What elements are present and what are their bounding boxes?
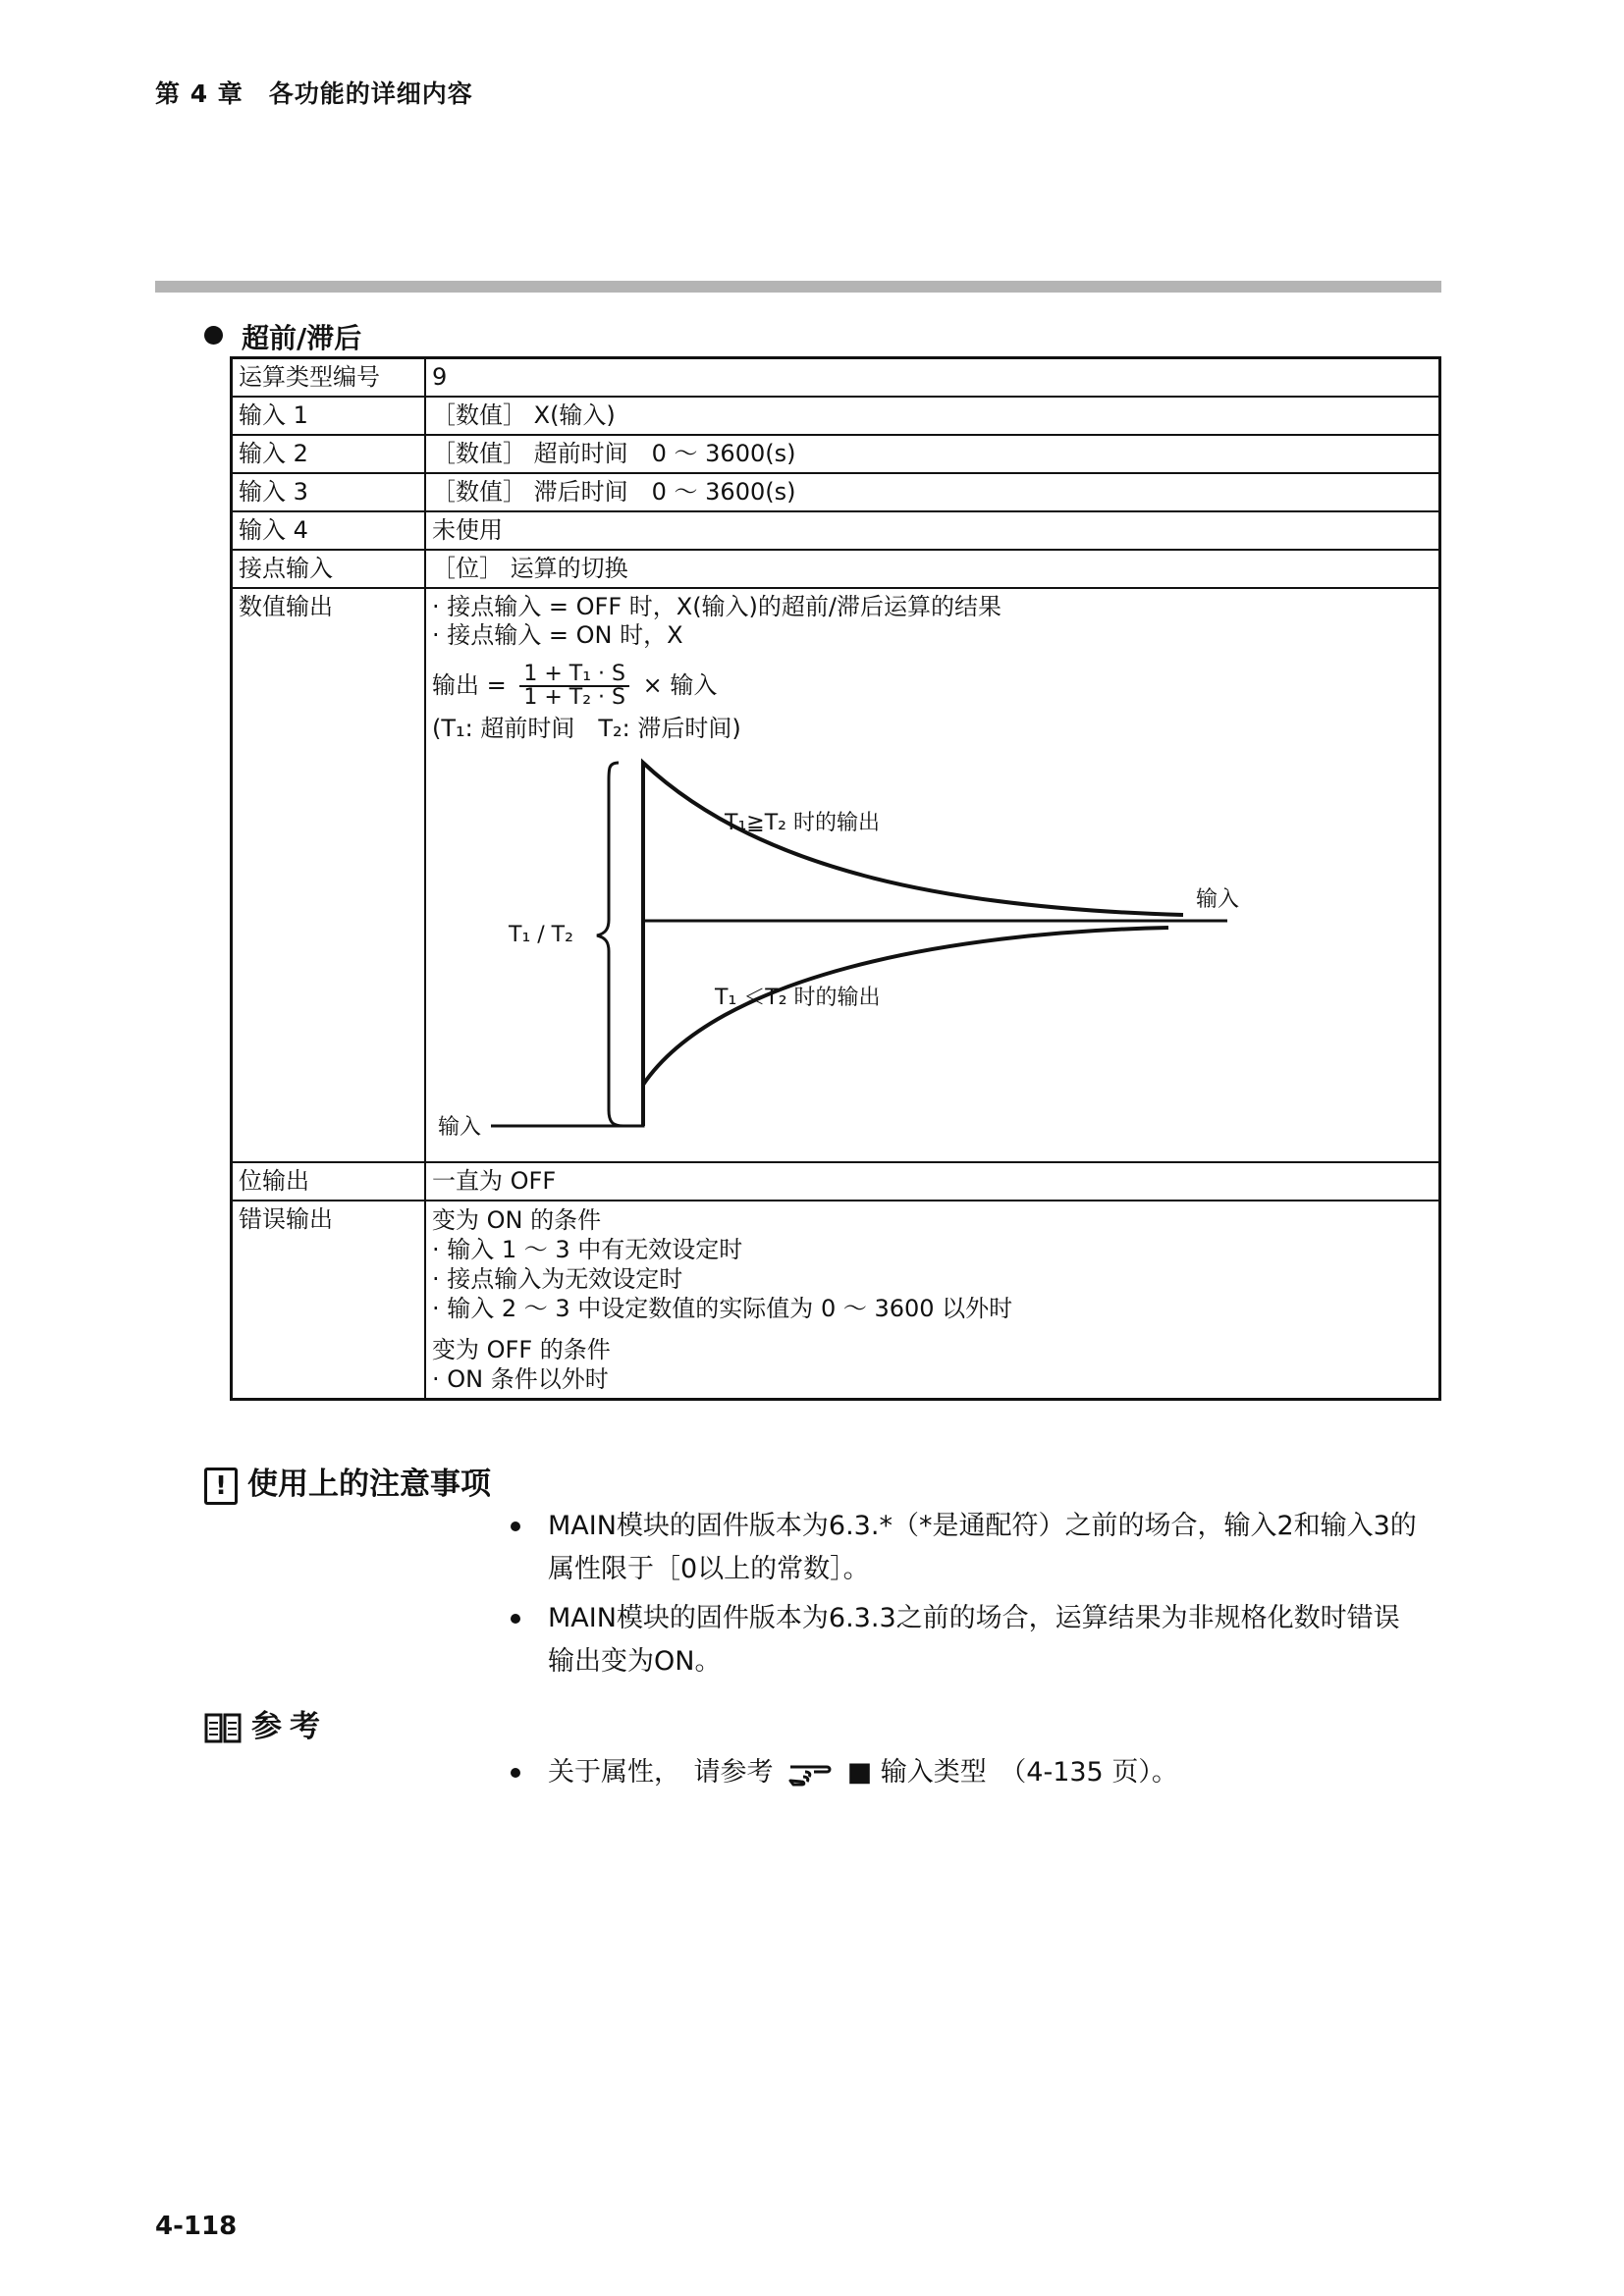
table-row-error-output: [232, 1201, 1440, 1400]
reference-heading: 参考: [204, 1701, 328, 1745]
condition-item: · 接点输入为无效设定时: [432, 1265, 683, 1293]
bullet-icon: [511, 1522, 520, 1531]
table-row-numeric-output: [232, 588, 1440, 1162]
formula: 输出 = $\frac{\text{1 + T₁ · S}}{\text{1 + T₂ · S}}$ × 输入: [432, 662, 718, 710]
table-row: [232, 550, 1440, 588]
upper-curve-label: T₁≧T₂ 时的输出: [725, 811, 880, 835]
row-key: 输入 3: [232, 473, 426, 511]
lag-output-curve: [643, 928, 1168, 1126]
condition-item: · ON 条件以外时: [432, 1365, 609, 1393]
row-value: ［数值］ 超前时间 0 ～ 3600(s): [425, 435, 1440, 473]
lower-curve-label: T₁ ＜T₂ 时的输出: [715, 986, 881, 1010]
row-key: 接点输入: [232, 550, 426, 588]
row-value: 一直为 OFF: [425, 1162, 1440, 1201]
notes-heading: ! 使用上的注意事项: [204, 1459, 491, 1505]
table-row: [232, 473, 1440, 511]
condition-item: · 输入 1 ～ 3 中有无效设定时: [432, 1236, 743, 1263]
row-key: 输入 2: [232, 435, 426, 473]
table-row: [232, 358, 1440, 398]
row-value: [425, 1201, 1440, 1400]
spec-table: [230, 356, 1441, 1401]
table-row: [232, 1162, 1440, 1201]
input-right-label: 输入: [1196, 887, 1240, 912]
condition-title: 变为 ON 的条件: [432, 1206, 602, 1234]
row-value: ［数值］ 滞后时间 0 ～ 3600(s): [425, 473, 1440, 511]
bullet-icon: [511, 1768, 520, 1778]
row-value: 未使用: [425, 511, 1440, 550]
row-key: 位输出: [232, 1162, 426, 1201]
warning-icon: !: [204, 1468, 238, 1505]
row-value: ［位］ 运算的切换: [425, 550, 1440, 588]
table-row: [232, 397, 1440, 435]
reference-link[interactable]: ■ 输入类型 （4-135 页）。: [846, 1757, 1178, 1788]
condition-title: 变为 OFF 的条件: [432, 1336, 611, 1363]
note-item: MAIN模块的固件版本为6.3.3之前的场合，运算结果为非规格化数时错误 输出变为ON。: [511, 1597, 1453, 1683]
row-key: 输入 1: [232, 397, 426, 435]
input-left-label: 输入: [438, 1115, 482, 1140]
table-row: [232, 511, 1440, 550]
table-row: [232, 435, 1440, 473]
row-key: 运算类型编号: [232, 358, 426, 398]
row-value: [425, 588, 1440, 1162]
bullet-icon: [511, 1614, 520, 1624]
ratio-brace: [597, 763, 623, 1126]
book-icon: [204, 1712, 242, 1745]
reference-item: 关于属性， 请参考 ■ 输入类型 （4-135 页）。: [511, 1751, 1453, 1794]
chapter-header: 第 4 章 各功能的详细内容: [155, 80, 473, 108]
output-desc-line: · 接点输入 = OFF 时，X(输入)的超前/滞后运算的结果: [432, 593, 1002, 620]
section-divider: [155, 281, 1441, 293]
ratio-label: T₁ / T₂: [509, 923, 573, 947]
section-title: 超前/滞后: [242, 322, 362, 354]
row-value: ［数值］ X(输入): [425, 397, 1440, 435]
condition-item: · 输入 2 ～ 3 中设定数值的实际值为 0 ～ 3600 以外时: [432, 1295, 1013, 1322]
formula-legend: (T₁: 超前时间 T₂: 滞后时间): [432, 715, 741, 742]
row-key: 数值输出: [232, 588, 426, 1162]
response-graph: [432, 751, 1276, 1144]
pointing-hand-icon: [787, 1761, 833, 1787]
row-key: 错误输出: [232, 1201, 426, 1400]
row-value: 9: [425, 358, 1440, 398]
page-number: 4-118: [155, 2212, 238, 2241]
row-key: 输入 4: [232, 511, 426, 550]
formula-fraction: $\frac{\text{1 + T₁ · S}}{\text{1 + T₂ · S}}$: [519, 664, 629, 709]
input-step-line: [491, 921, 1227, 1126]
note-item: MAIN模块的固件版本为6.3.*（*是通配符）之前的场合，输入2和输入3的 属性限于［0以上的常数］。: [511, 1505, 1453, 1591]
output-desc-line: · 接点输入 = ON 时，X: [432, 621, 683, 649]
